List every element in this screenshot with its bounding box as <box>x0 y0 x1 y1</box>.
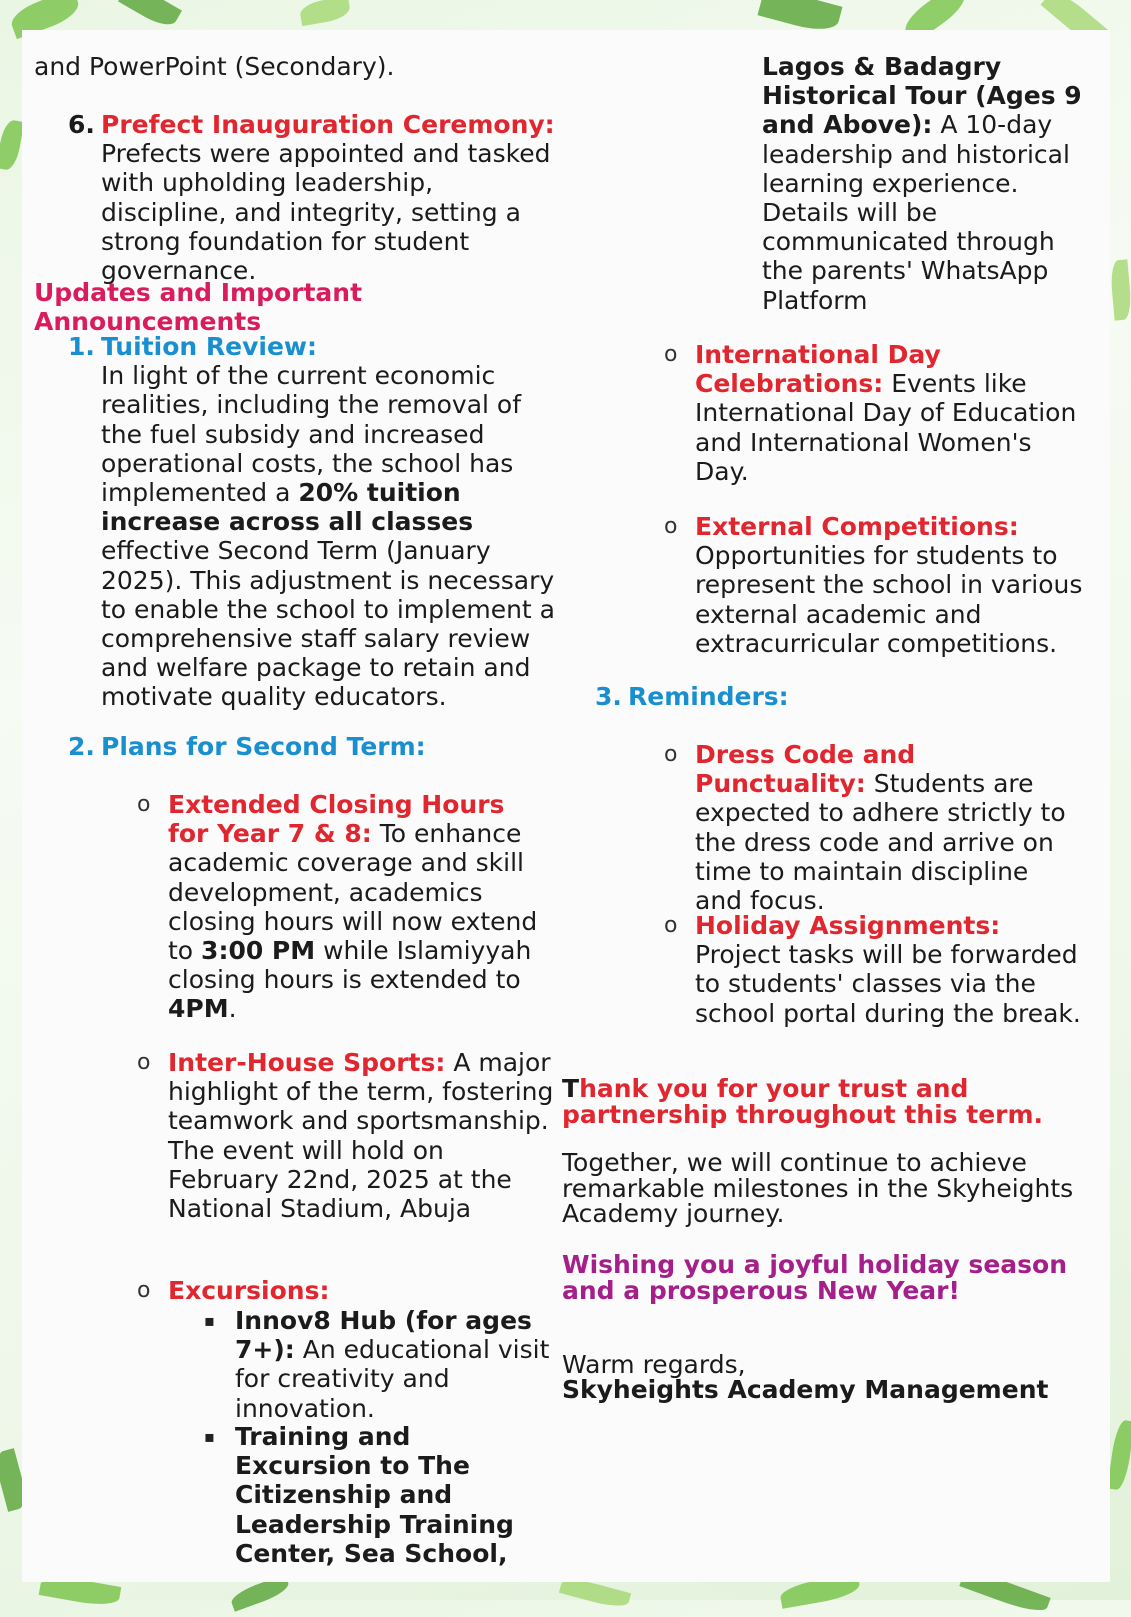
holiday-assignments-text: Project tasks will be forwarded to students' classes via the school portal during the break. <box>695 940 1081 1028</box>
closing-hours-text1: To enhance academic coverage and skill development, academics closing hours will now extend to <box>168 819 538 966</box>
international-title: International Day Celebrations: <box>695 340 941 399</box>
closing-hours-text2: while Islamiyyah closing hours is extended to <box>168 936 532 995</box>
lagos-text: A 10-day leadership and historical learning experience. Details will be communicated through the parents' WhatsApp Platform <box>762 110 1070 315</box>
closing-hours-text3: . <box>228 994 237 1024</box>
reminders-title: Reminders: <box>628 682 789 711</box>
tuition-number: 1. <box>68 332 95 361</box>
bullet-square: ▪ <box>204 1311 215 1330</box>
innov8-excursion <box>235 1306 555 1423</box>
bullet-circle: o <box>664 342 678 367</box>
international-text: Events like International Day of Education and International Women's Day. <box>695 369 1077 486</box>
bullet-circle: o <box>137 1278 151 1303</box>
lagos-title: Lagos & Badagry Historical Tour (Ages 9 and Above): <box>762 52 1082 140</box>
bullet-circle: o <box>664 514 678 539</box>
reminders-number: 3. <box>595 682 622 711</box>
closing-hours-title: Extended Closing Hours for Year 7 & 8: <box>168 790 505 849</box>
closing-time-islamiyyah: 4PM <box>168 994 229 1024</box>
tuition-text-after: effective Second Term (January 2025). This adjustment is necessary to enable the school to implement a comprehensive staff salary review and welfare package to retain and motivate quality educators. <box>101 536 555 712</box>
announcements-heading: Updates and Important Announcements <box>34 278 363 337</box>
tuition-text-before: In light of the current economic realities, including the removal of the fuel subsidy and increased operational costs, the school has implemented a <box>101 361 522 508</box>
tuition-title: Tuition Review: <box>101 332 317 361</box>
innov8-title: Innov8 Hub (for ages 7+): <box>235 1306 532 1365</box>
together-message: Together, we will continue to achieve remarkable milestones in the Skyheights Academy journey. <box>562 1148 1074 1229</box>
thank-first-letter: T <box>562 1074 580 1103</box>
thank-you-message <box>562 1076 1082 1127</box>
excursions-title: Excursions: <box>168 1276 330 1305</box>
dress-code-text: Students are expected to adhere strictly to the dress code and arrive on time to maintain discipline and focus. <box>695 769 1066 916</box>
prefect-number: 6. <box>68 110 95 139</box>
tuition-increase: 20% tuition increase across all classes <box>101 478 474 537</box>
sports-text: A major highlight of the term, fostering teamwork and sportsmanship. The event will hold on February 22nd, 2025 at the National Stadium, Abuja <box>168 1048 554 1224</box>
signature: Skyheights Academy Management <box>562 1375 1049 1404</box>
holiday-assignments-title: Holiday Assignments: <box>695 911 1001 940</box>
newsletter-page <box>22 30 1110 1582</box>
warm-regards: Warm regards, <box>562 1350 746 1379</box>
closing-time-academics: 3:00 PM <box>201 936 316 966</box>
training-excursion-title: Training and Excursion to The Citizenship and Leadership Training Center, Sea School, <box>235 1422 514 1568</box>
thank-rest: hank you for your trust and partnership throughout this term. <box>562 1074 1044 1129</box>
bullet-circle: o <box>664 742 678 767</box>
intro-tail: and PowerPoint (Secondary). <box>34 52 395 81</box>
external-title: External Competitions: <box>695 512 1019 541</box>
holiday-wishes: Wishing you a joyful holiday season and a prosperous New Year! <box>562 1250 1067 1305</box>
innov8-text: An educational visit for creativity and innovation. <box>235 1335 550 1423</box>
prefect-title: Prefect Inauguration Ceremony: <box>101 110 555 139</box>
plans-number: 2. <box>68 732 95 761</box>
external-text: Opportunities for students to represent the school in various external academic and extracurricular competitions. <box>695 541 1083 658</box>
plans-title: Plans for Second Term: <box>101 732 426 761</box>
lagos-badagry-tour <box>762 52 1082 315</box>
sports-title: Inter-House Sports: <box>168 1048 446 1077</box>
bullet-circle: o <box>664 913 678 938</box>
bullet-circle: o <box>137 792 151 817</box>
dress-code-title: Dress Code and Punctuality: <box>695 740 916 799</box>
bullet-circle: o <box>137 1050 151 1075</box>
bullet-square: ▪ <box>204 1427 215 1446</box>
prefect-text: Prefects were appointed and tasked with upholding leadership, discipline, and integrity, setting a strong foundation for student governance. <box>101 139 551 286</box>
